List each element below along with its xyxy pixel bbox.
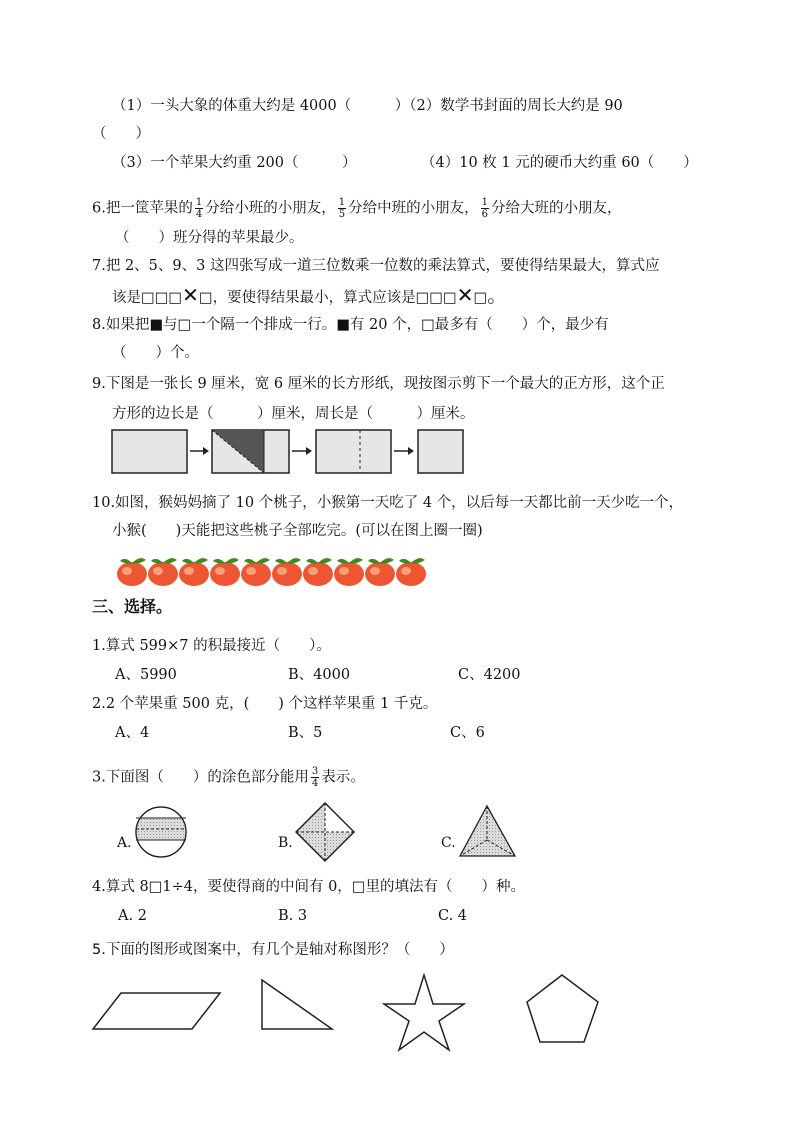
s3-q5-stem: 5.下面的图形或图案中，有几个是轴对称图形？（ ） xyxy=(92,942,454,958)
times-sign-2: ✕ xyxy=(456,283,474,307)
s3-q4-option-c[interactable]: C. 4 xyxy=(438,908,468,924)
q8-line1: 8.如果把■与□一个隔一个排成一行。■有 20 个，□最多有（ ）个，最少有 xyxy=(92,317,609,333)
s3-q4-option-b[interactable]: B. 3 xyxy=(278,908,308,924)
fraction-1-6: $\frac{1}{6}$ xyxy=(481,197,488,220)
s3-q4-option-a[interactable]: A. 2 xyxy=(118,908,147,924)
s3-q3-stem: 3.下面图（ ）的涂色部分能用 $\frac{3}{4}$ 表示。 xyxy=(92,766,365,789)
s3-q2-option-a[interactable]: A、4 xyxy=(115,725,150,741)
parallelogram-shape xyxy=(93,993,220,1029)
q7-line2: 该是□□□✕□，要使得结果最小，算式应该是□□□✕□。 xyxy=(112,283,508,307)
s3-q3-option-c[interactable]: C. xyxy=(441,835,456,851)
s3-q1-stem: 1.算式 599×7 的积最接近（ ）。 xyxy=(92,638,331,654)
q9-line2: 方形的边长是（ ）厘米，周长是（ ）厘米。 xyxy=(112,406,475,422)
times-sign: ✕ xyxy=(182,283,199,307)
s3-q1-option-b[interactable]: B、4000 xyxy=(288,667,351,683)
q8-line2: （ ）个。 xyxy=(112,345,199,361)
s3-q2-option-c[interactable]: C、6 xyxy=(450,725,485,741)
q5-item-line3a: （3）一个苹果大约重 200（ ） xyxy=(112,155,357,171)
s3-q2-option-b[interactable]: B、5 xyxy=(288,725,323,741)
pentagon-shape xyxy=(527,975,598,1042)
section3-title: 三、选择。 xyxy=(92,597,173,616)
s3-q1-option-a[interactable]: A、5990 xyxy=(115,667,177,683)
s3-q4-stem: 4.算式 8□1÷4，要使得商的中间有 0，□里的填法有（ ）种。 xyxy=(92,879,526,895)
fraction-1-5: $\frac{1}{5}$ xyxy=(338,197,346,220)
fraction-1-4: $\frac{1}{4}$ xyxy=(195,197,203,220)
s3-q1-option-c[interactable]: C、4200 xyxy=(458,667,521,683)
star-shape xyxy=(384,975,464,1050)
q9-line1: 9.下图是一张长 9 厘米，宽 6 厘米的长方形纸，现按图示剪下一个最大的正方形，这个正 xyxy=(92,376,665,392)
q6-prefix: 6.把一筐苹果的 xyxy=(92,200,193,217)
q6-mid3: 分给大班的小朋友， xyxy=(490,200,622,217)
q10-line2: 小猴( )天能把这些桃子全部吃完。(可以在图上圈一圈) xyxy=(112,523,483,539)
q5-item-line2: （ ） xyxy=(92,126,150,142)
q5-item-line3b: （4）10 枚 1 元的硬币大约重 60（ ） xyxy=(421,155,698,171)
q6-mid2: 分给中班的小朋友， xyxy=(348,200,479,217)
fraction-3-4: $\frac{3}{4}$ xyxy=(311,766,319,789)
q7-line1: 7.把 2、5、9、3 这四张写成一道三位数乘一位数的乘法算式，要使得结果最大，算式应 xyxy=(92,258,660,274)
s3-q2-stem: 2.2 个苹果重 500 克，( ) 个这样苹果重 1 千克。 xyxy=(92,696,438,712)
q10-line1: 10.如图，猴妈妈摘了 10 个桃子，小猴第一天吃了 4 个，以后每一天都比前一天少吃一个， xyxy=(92,495,684,511)
s3-q3-option-b[interactable]: B. xyxy=(278,835,293,851)
right-triangle-shape xyxy=(262,980,332,1029)
q6-line2: （ ）班分得的苹果最少。 xyxy=(115,230,304,246)
q6-mid1: 分给小班的小朋友， xyxy=(205,200,336,217)
q5-item-line1: （1）一头大象的体重大约是 4000（ ）（2）数学书封面的周长大约是 90 xyxy=(112,98,623,114)
s3-q3-option-a[interactable]: A. xyxy=(117,835,132,851)
